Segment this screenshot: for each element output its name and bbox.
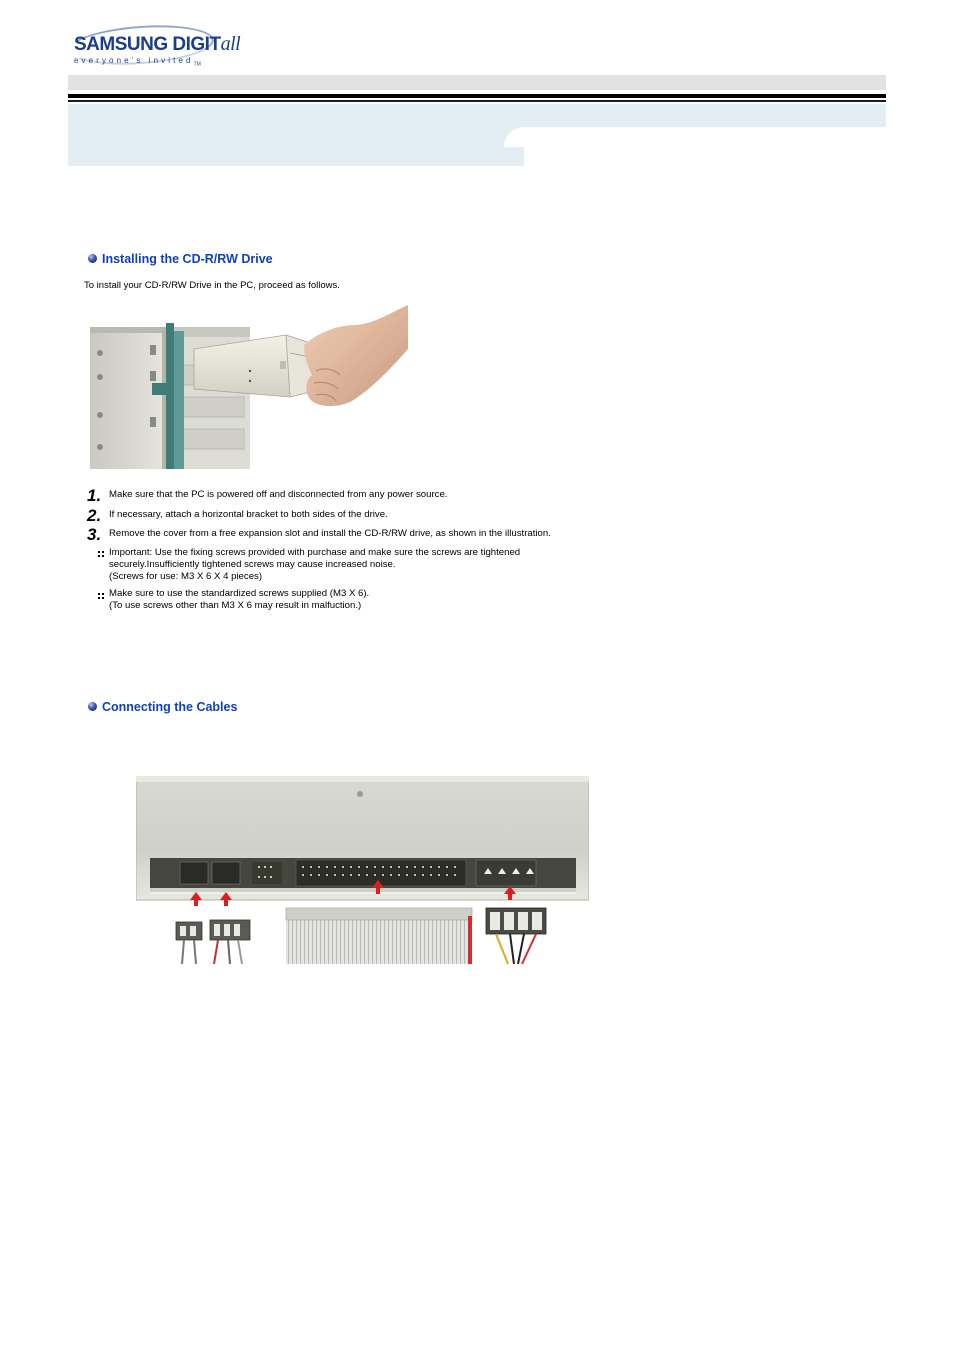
intro-text: To install your CD-R/RW Drive in the PC, proceed as follows.: [84, 280, 340, 291]
connector-pin: [430, 866, 432, 868]
step-text-2: If necessary, attach a horizontal bracket to both sides of the drive.: [109, 509, 388, 520]
connector-pin: [414, 874, 416, 876]
note-line: Make sure to use the standardized screws supplied (M3 X 6).: [109, 588, 370, 599]
connector-pin: [342, 866, 344, 868]
connector-pin: [342, 874, 344, 876]
header-gray-bar: [68, 75, 886, 90]
header-black-rule: [68, 94, 886, 98]
connector-pin: [358, 866, 360, 868]
connector-pin: [310, 874, 312, 876]
note-important: [109, 547, 520, 583]
connector-pin: [390, 874, 392, 876]
note-line: Important: Use the fixing screws provided with purchase and make sure the screws are tightened: [109, 547, 521, 558]
step-number-2: 2.: [87, 506, 102, 525]
connector-pin: [398, 866, 400, 868]
title-banner: [68, 104, 504, 166]
connector-pin: [374, 866, 376, 868]
connector-pin: [414, 866, 416, 868]
connector-pin: [366, 874, 368, 876]
connector-pin: [406, 866, 408, 868]
header-thin-rule: [68, 100, 886, 102]
connector-pin: [422, 866, 424, 868]
drive-install-illustration: [90, 305, 408, 469]
logo-tagline: everyone's invited$_{TM}$: [74, 56, 201, 68]
step-text-3: Remove the cover from a free expansion slot and install the CD-R/RW drive, as shown in the illustration.: [109, 528, 551, 539]
connector-pin: [438, 874, 440, 876]
section-title-install: Installing the CD-R/RW Drive: [102, 252, 273, 266]
connector-pin: [350, 866, 352, 868]
note-bullet-icon: [98, 551, 104, 557]
connector-pin: [318, 874, 320, 876]
connector-pin: [438, 866, 440, 868]
note-line: securely.Insufficiently tightened screws may cause increased noise.: [109, 559, 396, 570]
connector-pin: [366, 866, 368, 868]
section-bullet-icon: [88, 254, 97, 263]
step-number-1: 1.: [87, 486, 102, 505]
connector-pin: [406, 874, 408, 876]
note-bullet-icon: [98, 593, 104, 599]
connector-pin: [454, 874, 456, 876]
connector-pin: [382, 874, 384, 876]
connector-pin: [302, 874, 304, 876]
logo-wordmark: SAMSUNG DIGITall: [74, 33, 241, 55]
connector-pin: [326, 874, 328, 876]
note-line: (To use screws other than M3 X 6 may result in malfuction.): [109, 600, 362, 611]
connector-pin: [318, 866, 320, 868]
note-line: (Screws for use: M3 X 6 X 4 pieces): [109, 571, 263, 582]
connector-pin: [358, 874, 360, 876]
connector-pin: [398, 874, 400, 876]
connector-pin: [446, 866, 448, 868]
connector-pin: [334, 874, 336, 876]
step-number-3: 3.: [87, 525, 102, 544]
step-text-1: Make sure that the PC is powered off and disconnected from any power source.: [109, 489, 448, 500]
connector-pin: [446, 874, 448, 876]
connector-pin: [310, 866, 312, 868]
title-banner-right: [504, 104, 886, 127]
cable-connection-illustration: [136, 776, 589, 964]
connector-pin: [454, 866, 456, 868]
connector-pin: [422, 874, 424, 876]
section-bullet-icon: [88, 702, 97, 711]
connector-pin: [334, 866, 336, 868]
note-screws: [109, 588, 369, 612]
connector-pin: [326, 866, 328, 868]
connector-pin: [390, 866, 392, 868]
section-title-cables: Connecting the Cables: [102, 700, 238, 714]
connector-pin: [374, 874, 376, 876]
connector-pin: [302, 866, 304, 868]
connector-pin: [382, 866, 384, 868]
connector-pin: [430, 874, 432, 876]
samsung-logo: [68, 24, 241, 72]
connector-pin: [350, 874, 352, 876]
